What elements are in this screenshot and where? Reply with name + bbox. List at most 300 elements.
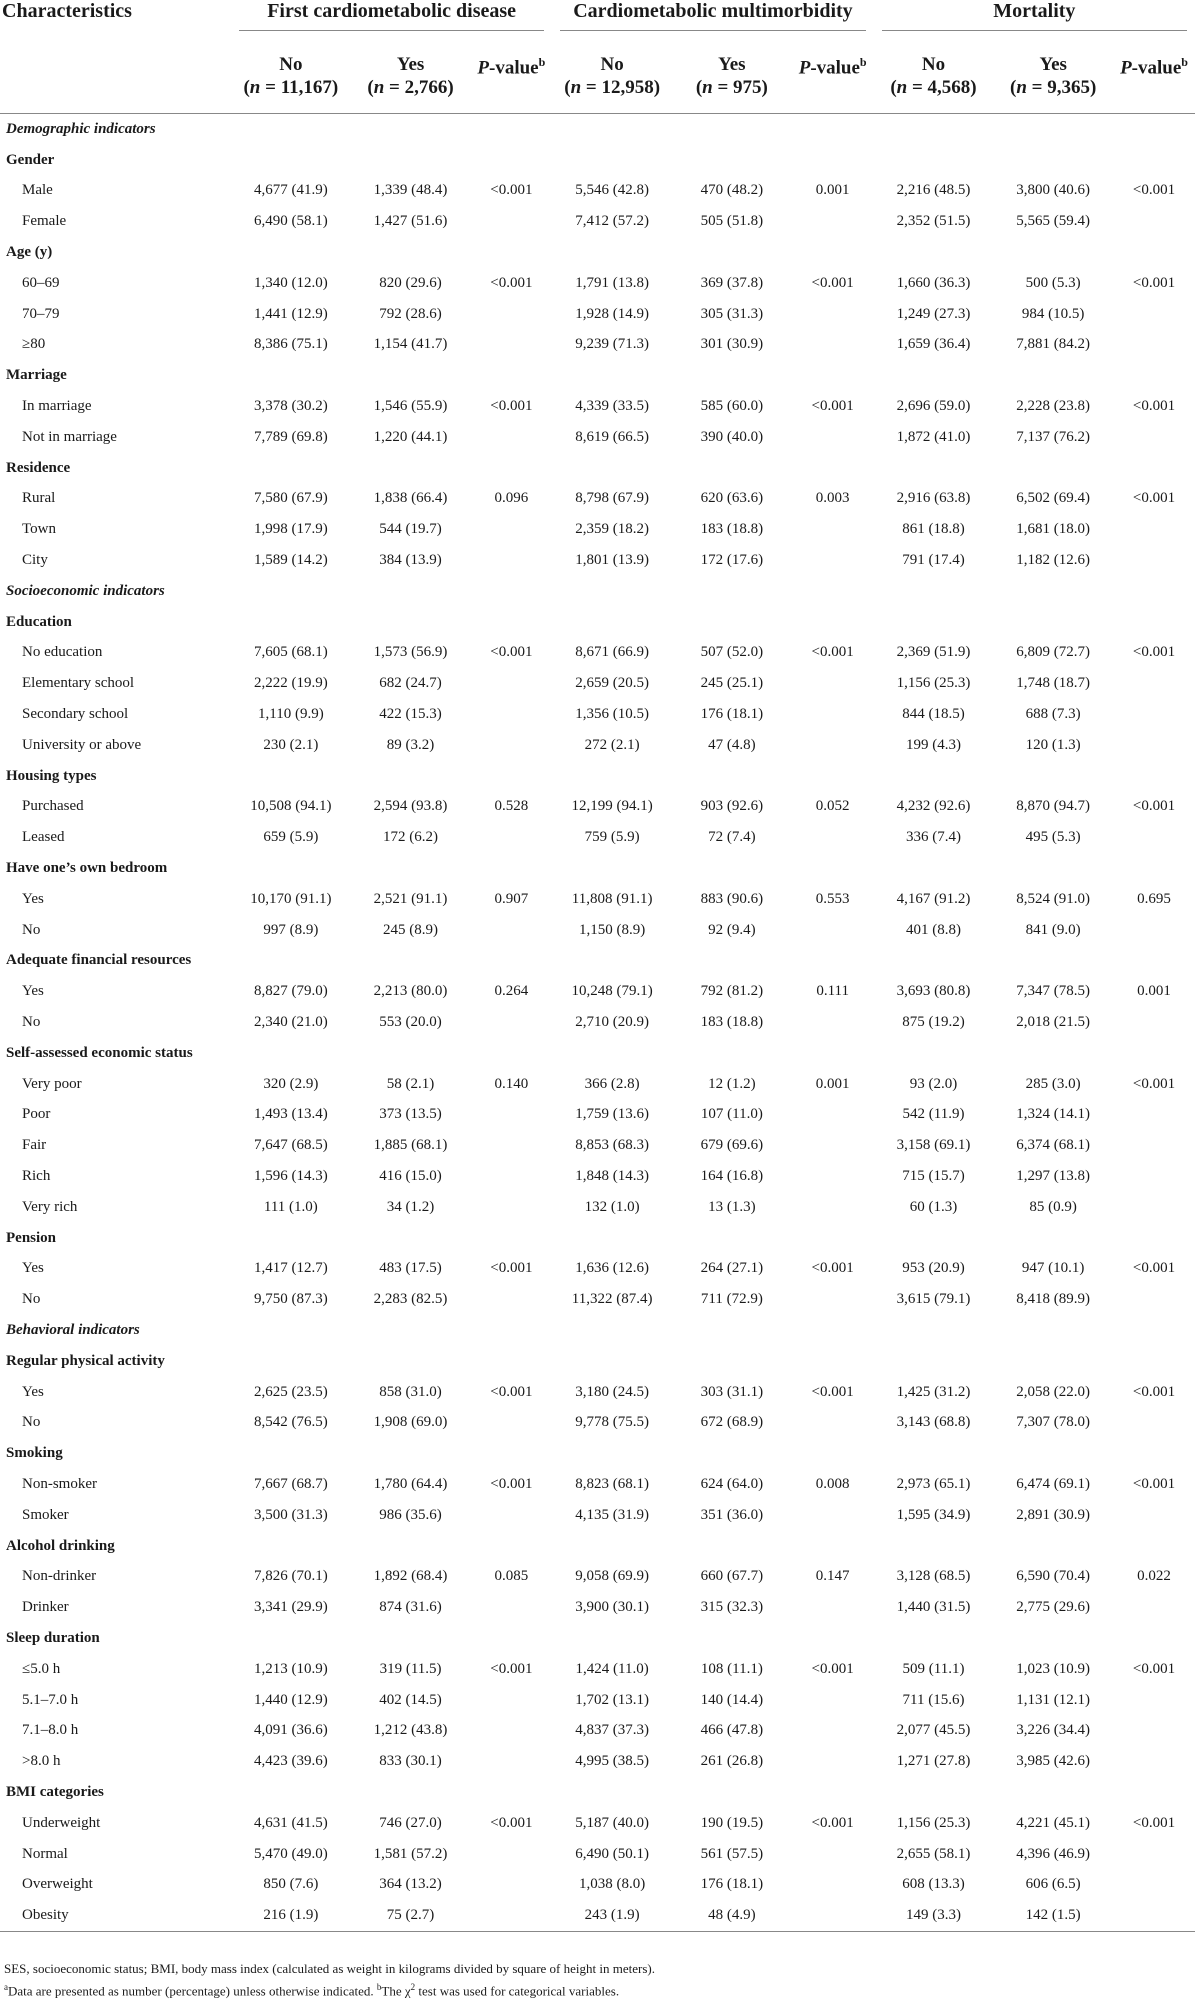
row-label: No education: [22, 644, 103, 661]
count-cell: 947 (10.1): [1021, 1260, 1085, 1277]
count-cell: 1,339 (48.4): [373, 182, 448, 199]
group-title: Cardiometabolic multimorbidity: [560, 0, 865, 31]
row-label: Fair: [22, 1137, 47, 1154]
count-cell: 544 (19.7): [379, 521, 442, 538]
count-cell: 8,542 (76.5): [253, 1414, 328, 1431]
count-cell: 3,693 (80.8): [896, 983, 971, 1000]
table-row: [0, 668, 1195, 699]
category-heading: Residence: [6, 459, 71, 476]
count-cell: 1,759 (13.6): [575, 1106, 650, 1123]
category-heading: Education: [6, 613, 72, 630]
count-cell: 373 (13.5): [379, 1106, 442, 1123]
n-letter: n: [373, 77, 385, 98]
row-label: Male: [22, 182, 53, 199]
count-cell: 10,170 (91.1): [250, 890, 332, 907]
count-cell: 1,297 (13.8): [1016, 1167, 1091, 1184]
p-value-cell: [470, 1007, 552, 1038]
footnote-b-mark: b: [376, 1982, 382, 1992]
count-cell: 245 (25.1): [700, 675, 764, 692]
p-value-cell: [470, 422, 552, 453]
count-cell: 261 (26.8): [700, 1753, 764, 1770]
row-label: Rural: [22, 490, 56, 507]
count-cell: 746 (27.0): [379, 1814, 442, 1831]
count-cell: 75 (2.7): [351, 1900, 471, 1931]
table-row: [0, 1377, 1195, 1408]
p-label-rest: -value: [810, 57, 860, 79]
table-row: [0, 206, 1195, 237]
count-cell: 1,440 (12.9): [253, 1691, 328, 1708]
count-cell: 1,154 (41.7): [373, 336, 448, 353]
n-letter: n: [570, 77, 582, 98]
count-cell: 2,222 (19.9): [253, 675, 328, 692]
group-count: 2,766: [404, 77, 448, 98]
row-label: Non-drinker: [22, 1568, 97, 1585]
category-heading: Sleep duration: [6, 1629, 100, 1646]
category-heading-row: [0, 1531, 1195, 1562]
table-row: [0, 1654, 1195, 1685]
table-row: [0, 1808, 1195, 1839]
footnote-ab: [4, 1978, 1194, 2000]
count-cell: 1,427 (51.6): [373, 213, 448, 230]
count-cell: 620 (63.6): [700, 490, 764, 507]
count-cell: 11,322 (87.4): [571, 1291, 653, 1308]
subheader-no-n: (n = 11,167): [243, 77, 339, 98]
count-cell: 1,110 (9.9): [258, 706, 324, 723]
category-heading-row: [0, 853, 1195, 884]
count-cell: 672 (68.9): [700, 1414, 764, 1431]
count-cell: 624 (64.0): [700, 1475, 764, 1492]
count-cell: 5,470 (49.0): [253, 1845, 328, 1862]
p-value-cell: <0.001: [811, 1260, 854, 1277]
p-value-cell: <0.001: [1132, 274, 1176, 291]
category-heading: Marriage: [6, 367, 67, 384]
count-cell: 176 (18.1): [700, 706, 764, 723]
row-label: Secondary school: [22, 706, 129, 723]
count-cell: 1,156 (25.3): [896, 675, 971, 692]
count-cell: 4,995 (38.5): [575, 1753, 650, 1770]
table-row: [0, 1561, 1195, 1592]
p-value-cell: <0.001: [811, 398, 854, 415]
count-cell: 606 (6.5): [1025, 1876, 1081, 1893]
group-count: 9,365: [1047, 77, 1090, 98]
count-cell: 1,848 (14.3): [575, 1167, 650, 1184]
p-value-cell: [1113, 514, 1195, 545]
footnote-a-text: Data are presented as number (percentage) unless otherwise indicated.: [8, 1983, 374, 1999]
p-value-cell: 0.695: [1137, 890, 1171, 907]
p-value-cell: [1113, 1284, 1195, 1315]
row-label: No: [22, 1291, 41, 1308]
count-cell: 402 (14.5): [379, 1691, 442, 1708]
count-cell: 1,156 (25.3): [896, 1814, 971, 1831]
count-cell: 1,038 (8.0): [579, 1876, 646, 1893]
p-value-cell: <0.001: [1132, 644, 1176, 661]
count-cell: 792 (28.6): [379, 305, 442, 322]
p-value-cell: [470, 330, 552, 361]
count-cell: 58 (2.1): [386, 1075, 435, 1092]
count-cell: 1,424 (11.0): [575, 1660, 649, 1677]
p-value-cell: [470, 699, 552, 730]
count-cell: 3,500 (31.3): [253, 1506, 328, 1523]
count-cell: 660 (67.7): [700, 1568, 764, 1585]
table-row: [0, 1500, 1195, 1531]
count-cell: 48 (4.9): [672, 1900, 792, 1931]
group-header-mortality: [874, 0, 1195, 39]
category-heading: Gender: [6, 151, 55, 168]
p-value-cell: [792, 730, 874, 761]
p-value-cell: [792, 422, 874, 453]
table-row: [0, 1869, 1195, 1900]
count-cell: 1,546 (55.9): [373, 398, 448, 415]
count-cell: 4,423 (39.6): [253, 1753, 328, 1770]
p-value-cell: [470, 206, 552, 237]
count-cell: 7,347 (78.5): [1016, 983, 1091, 1000]
count-cell: 336 (7.4): [905, 829, 961, 846]
table-row: [0, 330, 1195, 361]
count-cell: 466 (47.8): [700, 1722, 764, 1739]
subheader-no-label: No: [921, 54, 946, 75]
count-cell: 9,058 (69.9): [575, 1568, 650, 1585]
row-label: Town: [22, 521, 56, 538]
count-cell: 183 (18.8): [700, 1014, 764, 1030]
p-value-cell: [1113, 1100, 1195, 1131]
count-cell: 997 (8.9): [263, 921, 319, 938]
table-row: [0, 1069, 1195, 1100]
subheader-yes-label: Yes: [396, 54, 425, 75]
row-label: Normal: [22, 1845, 68, 1862]
count-cell: 305 (31.3): [700, 305, 764, 322]
table-row: [0, 1900, 1195, 1931]
row-label: Yes: [22, 1383, 44, 1400]
p-value-cell: [1113, 1007, 1195, 1038]
count-cell: 190 (19.5): [700, 1814, 764, 1831]
count-cell: 3,128 (68.5): [896, 1568, 971, 1585]
count-cell: 679 (69.6): [700, 1137, 764, 1154]
count-cell: 351 (36.0): [700, 1506, 764, 1523]
count-cell: 199 (4.3): [905, 736, 961, 753]
count-cell: 9,750 (87.3): [253, 1291, 328, 1308]
p-value-cell: [792, 299, 874, 330]
p-value-cell: [470, 730, 552, 761]
count-cell: 149 (3.3): [874, 1900, 994, 1931]
count-cell: 320 (2.9): [263, 1075, 319, 1092]
count-cell: 7,667 (68.7): [253, 1475, 328, 1492]
count-cell: 984 (10.5): [1021, 305, 1085, 322]
p-value-cell: [1113, 1192, 1195, 1223]
count-cell: 850 (7.6): [263, 1876, 319, 1893]
table-row: [0, 176, 1195, 207]
count-cell: 1,271 (27.8): [896, 1753, 971, 1770]
p-value-cell: [470, 1407, 552, 1438]
count-cell: 369 (37.8): [700, 274, 764, 291]
count-cell: 1,220 (44.1): [373, 428, 448, 445]
group-header-first-cardiometabolic: [231, 0, 552, 39]
count-cell: 711 (15.6): [902, 1691, 965, 1708]
category-heading-row: [0, 1038, 1195, 1069]
row-label: >8.0 h: [22, 1753, 61, 1770]
row-label: No: [22, 1414, 41, 1431]
count-cell: 1,928 (14.9): [575, 305, 650, 322]
p-value-cell: <0.001: [490, 644, 533, 661]
count-cell: 120 (1.3): [1025, 736, 1081, 753]
p-value-cell: <0.001: [811, 1383, 854, 1400]
p-value-cell: <0.001: [811, 274, 854, 291]
count-cell: 8,853 (68.3): [575, 1137, 650, 1154]
count-cell: 542 (11.9): [902, 1106, 965, 1123]
table-row: [0, 1130, 1195, 1161]
subheader-yes-n: (n = 2,766): [367, 77, 454, 98]
count-cell: 92 (9.4): [708, 921, 756, 938]
count-cell: 60 (1.3): [909, 1198, 958, 1215]
count-cell: 183 (18.8): [700, 521, 764, 538]
p-value-cell: <0.001: [490, 398, 533, 415]
count-cell: 3,180 (24.5): [575, 1383, 650, 1400]
count-cell: 3,143 (68.8): [896, 1414, 971, 1431]
count-cell: 2,973 (65.1): [896, 1475, 971, 1492]
p-label-rest: -value: [489, 57, 539, 79]
subheader-yes-label: Yes: [718, 54, 746, 75]
p-value-cell: [470, 915, 552, 946]
count-cell: 715 (15.7): [902, 1167, 965, 1184]
p-value-cell: 0.052: [815, 798, 850, 815]
count-cell: 7,826 (70.1): [253, 1568, 328, 1585]
count-cell: 6,809 (72.7): [1016, 644, 1091, 661]
count-cell: 3,800 (40.6): [1016, 182, 1091, 199]
table-row: [0, 484, 1195, 515]
p-value-cell: 0.003: [815, 490, 850, 507]
p-value-cell: 0.001: [1137, 983, 1171, 1000]
count-cell: 2,213 (80.0): [373, 983, 448, 1000]
table-row: [0, 1284, 1195, 1315]
table-row: [0, 915, 1195, 946]
count-cell: 1,595 (34.9): [896, 1506, 971, 1523]
count-cell: 2,216 (48.5): [896, 182, 971, 199]
p-value-cell: [792, 1500, 874, 1531]
row-label: Underweight: [22, 1814, 101, 1831]
count-cell: 7,647 (68.5): [253, 1137, 328, 1154]
subheader-yes: [672, 39, 792, 114]
p-value-cell: [792, 1192, 874, 1223]
section-heading-row: [0, 114, 1195, 145]
row-label: ≤5.0 h: [22, 1660, 61, 1677]
count-cell: 2,625 (23.5): [253, 1383, 328, 1400]
p-value-cell: [1113, 822, 1195, 853]
row-label: Leased: [22, 829, 65, 846]
p-value-cell: <0.001: [1132, 1814, 1176, 1831]
count-cell: 659 (5.9): [263, 829, 319, 846]
count-cell: 6,474 (69.1): [1016, 1475, 1091, 1492]
count-cell: 4,631 (41.5): [253, 1814, 328, 1831]
count-cell: 1,023 (10.9): [1016, 1660, 1091, 1677]
subheader-no-label: No: [600, 54, 624, 75]
row-label: Rich: [22, 1167, 51, 1184]
count-cell: 608 (13.3): [902, 1876, 965, 1893]
count-cell: 111 (1.0): [263, 1198, 318, 1215]
table-row: [0, 1161, 1195, 1192]
category-heading-row: [0, 1223, 1195, 1254]
count-cell: 1,801 (13.9): [575, 552, 650, 569]
p-value-cell: 0.001: [815, 1075, 850, 1092]
group-count: 11,167: [280, 77, 332, 98]
count-cell: 4,232 (92.6): [896, 798, 971, 815]
count-cell: 1,589 (14.2): [253, 552, 328, 569]
p-value-cell: [1113, 330, 1195, 361]
count-cell: 1,213 (10.9): [253, 1660, 328, 1677]
p-value-cell: [1113, 1900, 1195, 1931]
p-value-cell: [470, 1839, 552, 1870]
category-heading: BMI categories: [6, 1783, 104, 1800]
count-cell: 7,580 (67.9): [253, 490, 328, 507]
count-cell: 12,199 (94.1): [571, 798, 653, 815]
p-value-cell: [792, 1869, 874, 1900]
p-value-cell: [470, 1900, 552, 1931]
p-value-cell: [470, 1192, 552, 1223]
category-heading: Regular physical activity: [6, 1352, 165, 1369]
p-value-cell: 0.264: [494, 983, 529, 1000]
count-cell: 9,239 (71.3): [575, 336, 650, 353]
category-heading: Adequate financial resources: [6, 952, 192, 969]
count-cell: 7,412 (57.2): [575, 213, 650, 230]
count-cell: 3,615 (79.1): [896, 1291, 971, 1308]
count-cell: 85 (0.9): [1029, 1198, 1077, 1215]
count-cell: 1,573 (56.9): [373, 644, 448, 661]
table-row: [0, 1192, 1195, 1223]
section-heading-row: [0, 1315, 1195, 1346]
count-cell: 820 (29.6): [379, 274, 442, 291]
count-cell: 507 (52.0): [700, 644, 764, 661]
table-row: [0, 391, 1195, 422]
count-cell: 509 (11.1): [902, 1660, 965, 1677]
count-cell: 8,798 (67.9): [575, 490, 650, 507]
count-cell: 711 (72.9): [700, 1291, 763, 1308]
p-value-cell: <0.001: [490, 1814, 533, 1831]
subheader-no-label: No: [279, 54, 303, 75]
count-cell: 6,590 (70.4): [1016, 1568, 1091, 1585]
count-cell: 495 (5.3): [1025, 829, 1081, 846]
p-value-cell: <0.001: [490, 1475, 533, 1492]
subheader-no: [552, 39, 672, 114]
section-heading: Behavioral indicators: [6, 1321, 140, 1338]
p-value-cell: [470, 299, 552, 330]
category-heading: Pension: [6, 1229, 57, 1246]
p-value-cell: [792, 206, 874, 237]
count-cell: 4,339 (33.5): [575, 398, 650, 415]
category-heading-row: [0, 1623, 1195, 1654]
count-cell: 3,158 (69.1): [896, 1137, 971, 1154]
p-value-cell: [792, 330, 874, 361]
count-cell: 500 (5.3): [1025, 274, 1081, 291]
count-cell: 7,789 (69.8): [253, 428, 328, 445]
row-label: No: [22, 1014, 41, 1030]
count-cell: 8,418 (89.9): [1016, 1291, 1091, 1308]
count-cell: 8,524 (91.0): [1016, 890, 1091, 907]
count-cell: 2,659 (20.5): [575, 675, 650, 692]
count-cell: 1,596 (14.3): [253, 1167, 328, 1184]
header-spacer: [0, 39, 231, 114]
count-cell: 883 (90.6): [700, 890, 764, 907]
row-label: 5.1–7.0 h: [22, 1691, 79, 1708]
row-label: 60–69: [22, 274, 60, 291]
p-value-cell: [792, 699, 874, 730]
count-cell: 3,900 (30.1): [575, 1599, 650, 1616]
p-value-cell: [1113, 915, 1195, 946]
category-heading-row: [0, 607, 1195, 638]
table-row: [0, 1253, 1195, 1284]
p-value-cell: 0.140: [494, 1075, 529, 1092]
count-cell: 89 (3.2): [386, 736, 435, 753]
row-label: Not in marriage: [22, 428, 117, 445]
count-cell: 3,985 (42.6): [1016, 1753, 1091, 1770]
p-value-cell: [792, 1592, 874, 1623]
p-value-cell: [792, 1900, 874, 1931]
n-letter: n: [249, 77, 261, 98]
p-value-cell: 0.111: [816, 983, 849, 1000]
p-value-cell: <0.001: [1132, 398, 1176, 415]
count-cell: 1,324 (14.1): [1016, 1106, 1091, 1123]
category-heading-row: [0, 1777, 1195, 1808]
subheader-no: [231, 39, 351, 114]
section-heading: Demographic indicators: [6, 120, 156, 137]
count-cell: 6,490 (50.1): [575, 1845, 650, 1862]
count-cell: 4,167 (91.2): [896, 890, 971, 907]
p-value-cell: [470, 1100, 552, 1131]
count-cell: 844 (18.5): [902, 706, 965, 723]
count-cell: 2,696 (59.0): [896, 398, 971, 415]
count-cell: 107 (11.0): [700, 1106, 763, 1123]
table-row: [0, 1469, 1195, 1500]
header-row-subgroups: [0, 39, 1195, 114]
section-heading: Socioeconomic indicators: [6, 582, 165, 599]
count-cell: 4,837 (37.3): [575, 1722, 650, 1739]
count-cell: 1,636 (12.6): [575, 1260, 650, 1277]
p-value-cell: <0.001: [1132, 1260, 1176, 1277]
p-value-cell: [792, 545, 874, 576]
count-cell: 2,077 (45.5): [896, 1722, 971, 1739]
row-label: Drinker: [22, 1599, 69, 1616]
row-label: In marriage: [22, 398, 92, 415]
count-cell: 2,228 (23.8): [1016, 398, 1091, 415]
count-cell: 1,212 (43.8): [373, 1722, 448, 1739]
category-heading: Smoking: [6, 1445, 63, 1462]
count-cell: 1,131 (12.1): [1016, 1691, 1091, 1708]
p-value-cell: <0.001: [1132, 798, 1176, 815]
count-cell: 12 (1.2): [708, 1075, 756, 1092]
count-cell: 1,441 (12.9): [253, 305, 328, 322]
category-heading-row: [0, 453, 1195, 484]
count-cell: 5,187 (40.0): [575, 1814, 650, 1831]
p-value-cell: <0.001: [1132, 1383, 1176, 1400]
count-cell: 682 (24.7): [379, 675, 442, 692]
p-value-cell: 0.022: [1137, 1568, 1171, 1585]
row-label: Yes: [22, 1260, 44, 1277]
count-cell: 953 (20.9): [902, 1260, 965, 1277]
count-cell: 841 (9.0): [1025, 921, 1081, 938]
count-cell: 303 (31.1): [700, 1383, 764, 1400]
count-cell: 285 (3.0): [1025, 1075, 1081, 1092]
count-cell: 3,226 (34.4): [1016, 1722, 1091, 1739]
count-cell: 1,872 (41.0): [896, 428, 971, 445]
count-cell: 384 (13.9): [379, 552, 442, 569]
subheader-no-n: (n = 4,568): [890, 77, 977, 98]
section-heading-row: [0, 576, 1195, 607]
count-cell: 5,565 (59.4): [1016, 213, 1091, 230]
row-label: ≥80: [22, 336, 46, 353]
count-cell: 34 (1.2): [386, 1198, 435, 1215]
p-value-cell: <0.001: [1132, 490, 1176, 507]
p-footnote-mark: b: [1181, 55, 1188, 69]
table-row: [0, 638, 1195, 669]
count-cell: 10,248 (79.1): [571, 983, 653, 1000]
count-cell: 6,374 (68.1): [1016, 1137, 1091, 1154]
